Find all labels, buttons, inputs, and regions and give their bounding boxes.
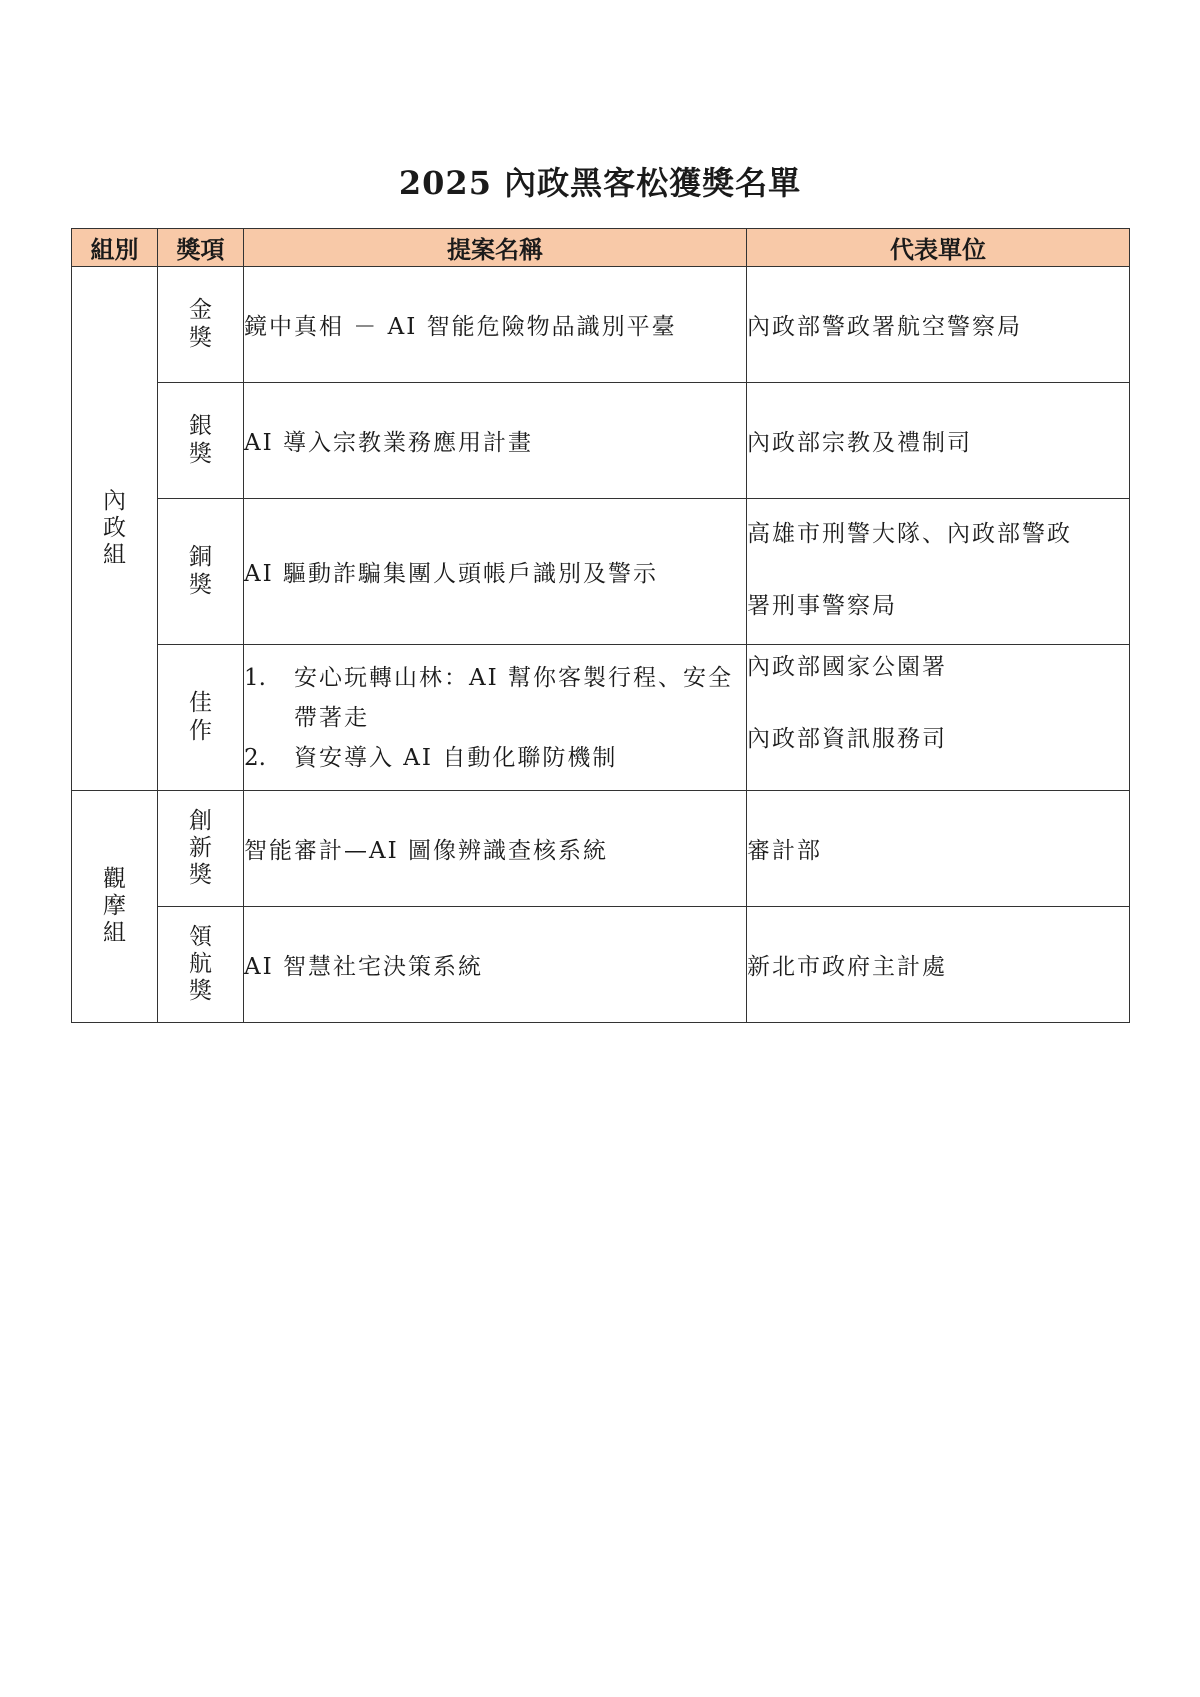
award-name: 佳作	[189, 690, 212, 744]
list-item	[244, 658, 746, 738]
proposal-cell: 智能審計—AI 圖像辨識查核系統	[244, 791, 747, 907]
header-group: 組別	[72, 229, 158, 267]
unit-cell: 內政部警政署航空警察局	[747, 267, 1130, 383]
unit-cell: 內政部宗教及禮制司	[747, 383, 1130, 499]
unit-cell	[747, 499, 1130, 645]
table-header-row	[72, 229, 1130, 267]
header-proposal: 提案名稱	[244, 229, 747, 267]
unit-line: 高雄市刑警大隊、內政部警政	[747, 520, 1072, 547]
award-name: 創新獎	[189, 807, 212, 889]
group-name: 觀摩組	[103, 865, 126, 947]
award-cell	[158, 645, 244, 791]
group-cell-observation	[72, 791, 158, 1023]
proposal-list	[244, 658, 746, 778]
award-cell	[158, 383, 244, 499]
list-text: 資安導入 AI 自動化聯防機制	[294, 744, 618, 771]
header-unit: 代表單位	[747, 229, 1130, 267]
award-name: 領航獎	[189, 923, 212, 1005]
table-row	[72, 645, 1130, 791]
proposal-cell: 鏡中真相 － AI 智能危險物品識別平臺	[244, 267, 747, 383]
list-number: 1.	[244, 664, 266, 691]
list-text: 安心玩轉山林：AI 幫你客製行程、安全帶著走	[294, 664, 734, 731]
list-number: 2.	[244, 744, 266, 771]
unit-line: 內政部資訊服務司	[747, 725, 947, 752]
table-row	[72, 267, 1130, 383]
awards-table	[71, 228, 1130, 1023]
list-item	[244, 738, 746, 778]
proposal-cell: AI 驅動詐騙集團人頭帳戶識別及警示	[244, 499, 747, 645]
award-cell	[158, 791, 244, 907]
table-row	[72, 791, 1130, 907]
unit-line: 署刑事警察局	[747, 592, 897, 619]
proposal-cell	[244, 645, 747, 791]
award-name: 銀獎	[189, 413, 212, 467]
group-name: 內政組	[103, 487, 126, 569]
unit-line: 內政部國家公園署	[747, 653, 947, 680]
proposal-cell: AI 導入宗教業務應用計畫	[244, 383, 747, 499]
table-row	[72, 383, 1130, 499]
unit-cell: 審計部	[747, 791, 1130, 907]
award-cell	[158, 267, 244, 383]
table-row	[72, 907, 1130, 1023]
header-award: 獎項	[158, 229, 244, 267]
unit-cell: 新北市政府主計處	[747, 907, 1130, 1023]
award-name: 金獎	[189, 297, 212, 351]
page-title: 2025 內政黑客松獲獎名單	[398, 164, 802, 202]
award-name: 銅獎	[189, 544, 212, 598]
unit-cell	[747, 645, 1130, 791]
proposal-cell: AI 智慧社宅決策系統	[244, 907, 747, 1023]
award-cell	[158, 499, 244, 645]
group-cell-interior	[72, 267, 158, 791]
award-cell	[158, 907, 244, 1023]
table-row	[72, 499, 1130, 645]
